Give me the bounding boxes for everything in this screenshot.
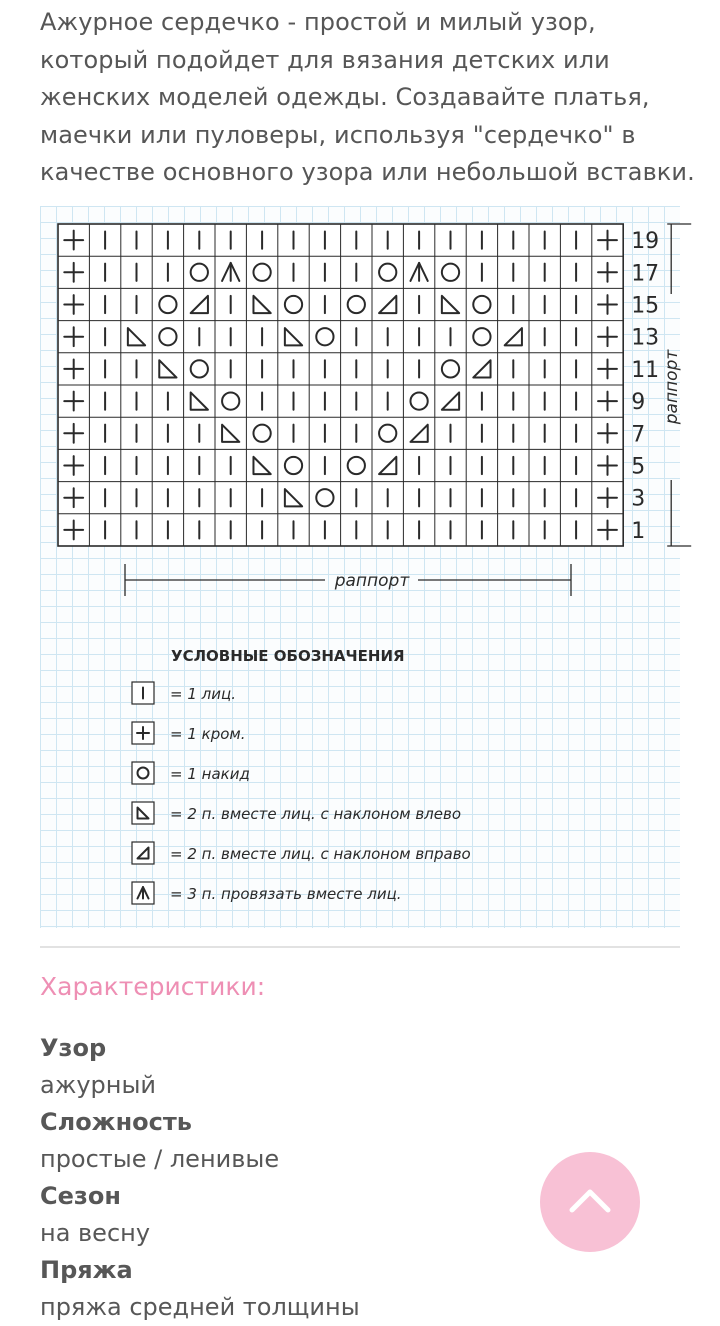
legend-item xyxy=(132,882,402,904)
row-number: 7 xyxy=(631,422,646,448)
legend-item xyxy=(132,802,461,824)
knitting-chart-figure xyxy=(40,206,683,928)
circle-icon xyxy=(132,762,154,784)
chart-grid xyxy=(58,224,623,546)
three-together-icon xyxy=(132,882,154,904)
legend-text: = 2 п. вместе лиц. с наклоном влево xyxy=(170,805,462,823)
description-line: женских моделей одежды. Создавайте платья, xyxy=(40,83,650,111)
repeat-label-vertical: раппорт xyxy=(662,349,683,425)
legend-item xyxy=(132,842,471,864)
legend-text: = 1 лиц. xyxy=(170,685,236,703)
characteristic-label-difficulty: Сложность xyxy=(40,1108,192,1136)
legend-text: = 2 п. вместе лиц. с наклоном вправо xyxy=(170,845,471,863)
plus-icon xyxy=(132,722,154,744)
row-number: 13 xyxy=(631,325,660,351)
left-slant-triangle-icon xyxy=(132,802,154,824)
knitting-chart xyxy=(40,206,683,928)
characteristic-value-difficulty: простые / ленивые xyxy=(40,1145,280,1173)
legend-text: = 1 накид xyxy=(170,765,250,783)
characteristic-value-pattern: ажурный xyxy=(40,1071,157,1099)
description-line: который подойдет для вязания детских или xyxy=(40,45,610,74)
characteristics-heading: Характеристики: xyxy=(40,972,266,1001)
row-number: 11 xyxy=(631,357,660,383)
row-number: 19 xyxy=(631,229,660,255)
row-number: 17 xyxy=(631,261,660,287)
row-number: 15 xyxy=(631,293,660,319)
legend-item xyxy=(132,682,236,704)
vertical-bar-icon xyxy=(132,682,154,704)
repeat-label-horizontal: раппорт xyxy=(334,571,410,591)
characteristic-label-yarn: Пряжа xyxy=(40,1256,133,1284)
description-line: Ажурное сердечко - простой и милый узор, xyxy=(40,8,596,36)
legend-title: УСЛОВНЫЕ ОБОЗНАЧЕНИЯ xyxy=(171,647,405,665)
legend-text: = 1 кром. xyxy=(170,725,246,743)
characteristic-value-season: на весну xyxy=(40,1219,151,1247)
section-divider xyxy=(40,946,680,948)
pattern-description xyxy=(40,4,700,192)
characteristic-value-yarn: пряжа средней толщины xyxy=(40,1293,360,1321)
description-line: качестве основного узора или небольшой вставки. xyxy=(40,158,695,186)
right-slant-triangle-icon xyxy=(132,842,154,864)
legend-item xyxy=(132,722,246,744)
characteristic-label-season: Сезон xyxy=(40,1182,121,1210)
row-number: 1 xyxy=(631,518,646,544)
row-number: 9 xyxy=(631,390,646,416)
row-number: 3 xyxy=(631,486,646,512)
description-line: маечки или пуловеры, используя "сердечко" в xyxy=(40,120,636,149)
chevron-up-icon xyxy=(540,1152,640,1252)
legend-item xyxy=(132,762,250,784)
legend-text: = 3 п. провязать вместе лиц. xyxy=(170,885,402,903)
row-number: 5 xyxy=(631,454,646,480)
characteristic-label-pattern: Узор xyxy=(40,1034,107,1062)
scroll-to-top-button[interactable] xyxy=(540,1152,640,1252)
